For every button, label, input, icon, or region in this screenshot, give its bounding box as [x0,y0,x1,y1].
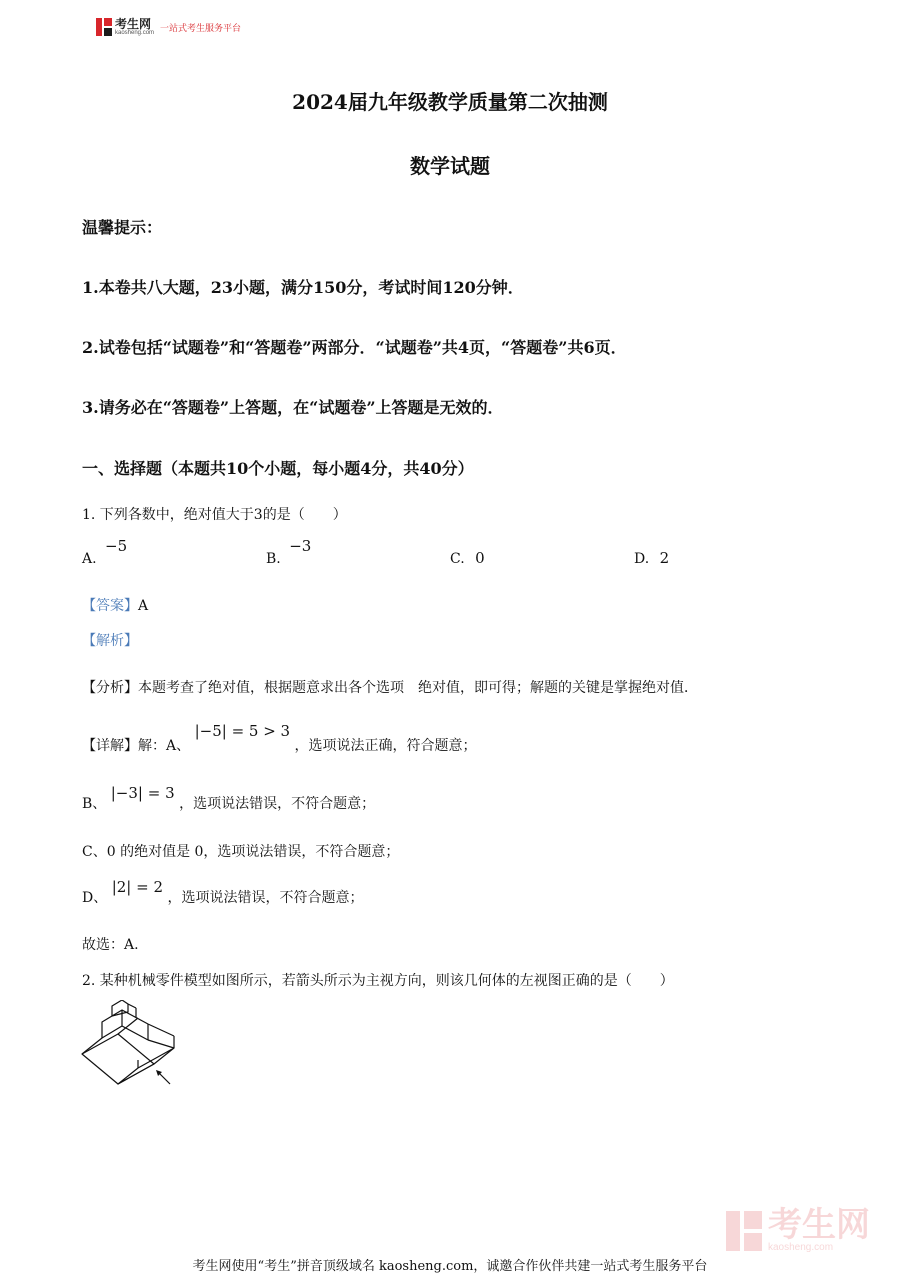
option-label: D. [634,551,650,567]
answer-value: A [138,598,149,614]
analysis-tag: 【解析】 [82,633,138,649]
detail-a-math: |−5| = 5 > 3 [194,722,291,740]
option-label: C. [450,551,465,567]
detail-b-text: ，选项说法错误，不符合题意； [179,796,376,812]
detail-d [82,878,364,907]
tip-item: 1.本卷共八大题，23小题，满分150分，考试时间120分钟． [82,278,524,297]
exam-subject: 数学试题 [410,154,490,178]
detail-c: C、0 的绝对值是 0，选项说法错误，不符合题意； [82,844,400,860]
detail-b-math: |−3| = 3 [110,784,175,802]
option-label: A. [82,551,97,567]
logo-icon [96,18,112,36]
option-a [82,537,128,567]
detail-d-prefix: D、 [82,890,108,906]
watermark-name: 考生网 [768,1206,870,1244]
option-value: −5 [105,537,128,555]
section-heading: 一、选择题（本题共10个小题，每小题4分，共40分） [82,459,474,478]
option-d [634,549,669,567]
detail-d-math: |2| = 2 [111,878,163,896]
exam-title: 2024届九年级教学质量第二次抽测 [292,90,608,114]
option-value: −3 [289,537,312,555]
machine-part-figure [78,1000,188,1092]
answer-tag: 【答案】 [82,598,138,614]
question-2-stem: 2. 某种机械零件模型如图所示，若箭头所示为主视方向，则该几何体的左视图正确的是（ ） [82,973,674,989]
detail-a [82,722,477,755]
option-c [450,549,485,567]
conclusion: 故选：A. [82,937,139,953]
watermark-logo-icon [726,1211,762,1251]
logo-slogan: 一站式考生服务平台 [160,22,242,33]
analysis-text: 【分析】本题考查了绝对值，根据题意求出各个选项 绝对值，即可得；解题的关键是掌握绝对值． [82,680,698,696]
detail-a-text: ，选项说法正确，符合题意； [294,738,477,754]
tips-heading: 温馨提示： [82,218,163,237]
option-value: 2 [659,549,670,567]
watermark-domain: kaosheng.com [768,1242,834,1253]
detail-b-prefix: B、 [82,796,107,812]
logo-domain: kaosheng.com [115,30,155,36]
watermark [726,1208,870,1253]
question-1-stem: 1. 下列各数中，绝对值大于3的是（ ） [82,507,347,523]
detail-d-text: ，选项说法错误，不符合题意； [167,890,364,906]
option-b [266,537,312,567]
option-value: 0 [475,549,485,567]
answer-line [82,595,148,615]
logo-name: 考生网 [115,17,152,31]
site-logo [96,18,241,36]
option-label: B. [266,551,281,567]
page-footer: 考生网使用“考生”拼音顶级域名 kaosheng.com，诚邀合作伙伴共建一站式考生服务平台 [192,1259,708,1274]
tip-item: 2.试卷包括“试题卷”和“答题卷”两部分．“试题卷”共4页，“答题卷”共6页． [82,338,627,357]
tip-item: 3.请务必在“答题卷”上答题，在“试题卷”上答题是无效的． [82,398,504,417]
detail-b [82,784,376,813]
detail-prefix: 【详解】解：A、 [82,738,191,754]
